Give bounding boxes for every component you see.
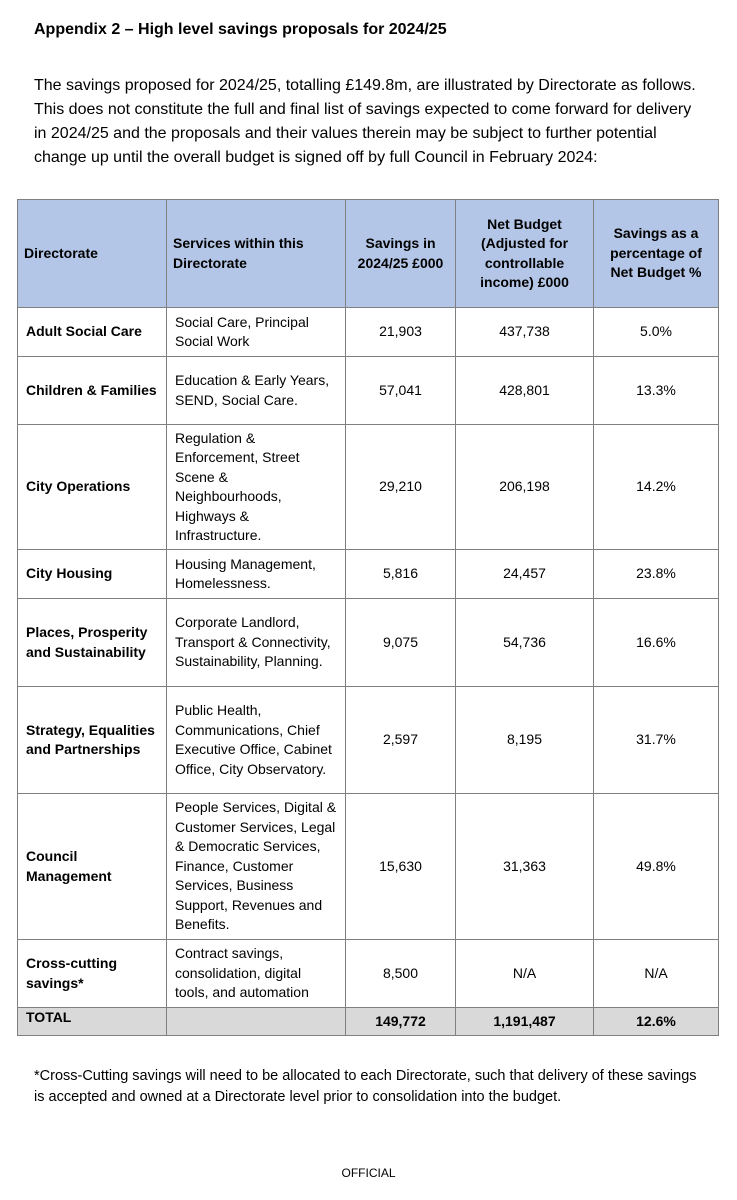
net-budget-cell: 206,198: [456, 425, 594, 550]
services-cell: Regulation & Enforcement, Street Scene & Neighbourhoods, Highways & Infrastructure.: [167, 425, 346, 550]
savings-cell: 5,816: [346, 550, 456, 599]
total-row: [18, 1008, 719, 1036]
table-row: [18, 425, 719, 550]
net-budget-cell: 8,195: [456, 687, 594, 794]
services-cell: Public Health, Communications, Chief Executive Office, Cabinet Office, City Observatory.: [167, 687, 346, 794]
savings-table: [17, 199, 719, 1036]
directorate-cell: Council Management: [18, 794, 167, 940]
percentage-cell: 13.3%: [594, 357, 719, 425]
percentage-cell: 31.7%: [594, 687, 719, 794]
net-budget-cell: 31,363: [456, 794, 594, 940]
table-row: [18, 940, 719, 1008]
directorate-cell: Children & Families: [18, 357, 167, 425]
directorate-cell: Places, Prosperity and Sustainability: [18, 599, 167, 687]
percentage-cell: 49.8%: [594, 794, 719, 940]
services-cell: Contract savings, consolidation, digital tools, and automation: [167, 940, 346, 1008]
header-net-budget: Net Budget (Adjusted for controllable income) £000: [456, 200, 594, 308]
directorate-cell: City Housing: [18, 550, 167, 599]
classification-label: OFFICIAL: [341, 1166, 396, 1180]
net-budget-cell: N/A: [456, 940, 594, 1008]
savings-cell: 2,597: [346, 687, 456, 794]
intro-paragraph: The savings proposed for 2024/25, totalling £149.8m, are illustrated by Directorate as follows. This does not constitute the full and final list of savings expected to come forward for delivery in 2024/25 and the proposals and their values therein may be subject to further potential change up until the overall budget is signed off by full Council in February 2024:: [34, 77, 696, 166]
savings-cell: 57,041: [346, 357, 456, 425]
percentage-cell: N/A: [594, 940, 719, 1008]
table-row: [18, 794, 719, 940]
net-budget-cell: 54,736: [456, 599, 594, 687]
directorate-cell: Cross-cutting savings*: [18, 940, 167, 1008]
services-cell: Education & Early Years, SEND, Social Care.: [167, 357, 346, 425]
savings-cell: 9,075: [346, 599, 456, 687]
document-title: Appendix 2 – High level savings proposals for 2024/25: [34, 21, 447, 38]
net-budget-cell: 437,738: [456, 308, 594, 357]
table-row: [18, 308, 719, 357]
percentage-cell: 14.2%: [594, 425, 719, 550]
header-directorate: Directorate: [18, 200, 167, 308]
services-cell: Social Care, Principal Social Work: [167, 308, 346, 357]
total-label: TOTAL: [18, 1008, 167, 1036]
savings-cell: 21,903: [346, 308, 456, 357]
directorate-cell: City Operations: [18, 425, 167, 550]
services-cell: Corporate Landlord, Transport & Connectivity, Sustainability, Planning.: [167, 599, 346, 687]
table-row: [18, 357, 719, 425]
services-cell: People Services, Digital & Customer Services, Legal & Democratic Services, Finance, Customer Services, Business Support, Revenues and Benefits.: [167, 794, 346, 940]
table-row: [18, 687, 719, 794]
net-budget-cell: 24,457: [456, 550, 594, 599]
savings-cell: 29,210: [346, 425, 456, 550]
percentage-cell: 16.6%: [594, 599, 719, 687]
directorate-cell: Adult Social Care: [18, 308, 167, 357]
services-cell: Housing Management, Homelessness.: [167, 550, 346, 599]
net-budget-cell: 428,801: [456, 357, 594, 425]
total-savings: 149,772: [346, 1008, 456, 1036]
header-savings: Savings in 2024/25 £000: [346, 200, 456, 308]
savings-cell: 15,630: [346, 794, 456, 940]
directorate-cell: Strategy, Equalities and Partnerships: [18, 687, 167, 794]
total-services-cell: [167, 1008, 346, 1036]
percentage-cell: 23.8%: [594, 550, 719, 599]
percentage-cell: 5.0%: [594, 308, 719, 357]
total-net-budget: 1,191,487: [456, 1008, 594, 1036]
total-percentage: 12.6%: [594, 1008, 719, 1036]
header-percentage: Savings as a percentage of Net Budget %: [594, 200, 719, 308]
header-services: Services within this Directorate: [167, 200, 346, 308]
footnote: *Cross-Cutting savings will need to be allocated to each Directorate, such that delivery of these savings is accepted and owned at a Directorate level prior to consolidation into the budget.: [34, 1068, 697, 1105]
table-row: [18, 550, 719, 599]
table-header-row: [18, 200, 719, 308]
table-row: [18, 599, 719, 687]
savings-cell: 8,500: [346, 940, 456, 1008]
